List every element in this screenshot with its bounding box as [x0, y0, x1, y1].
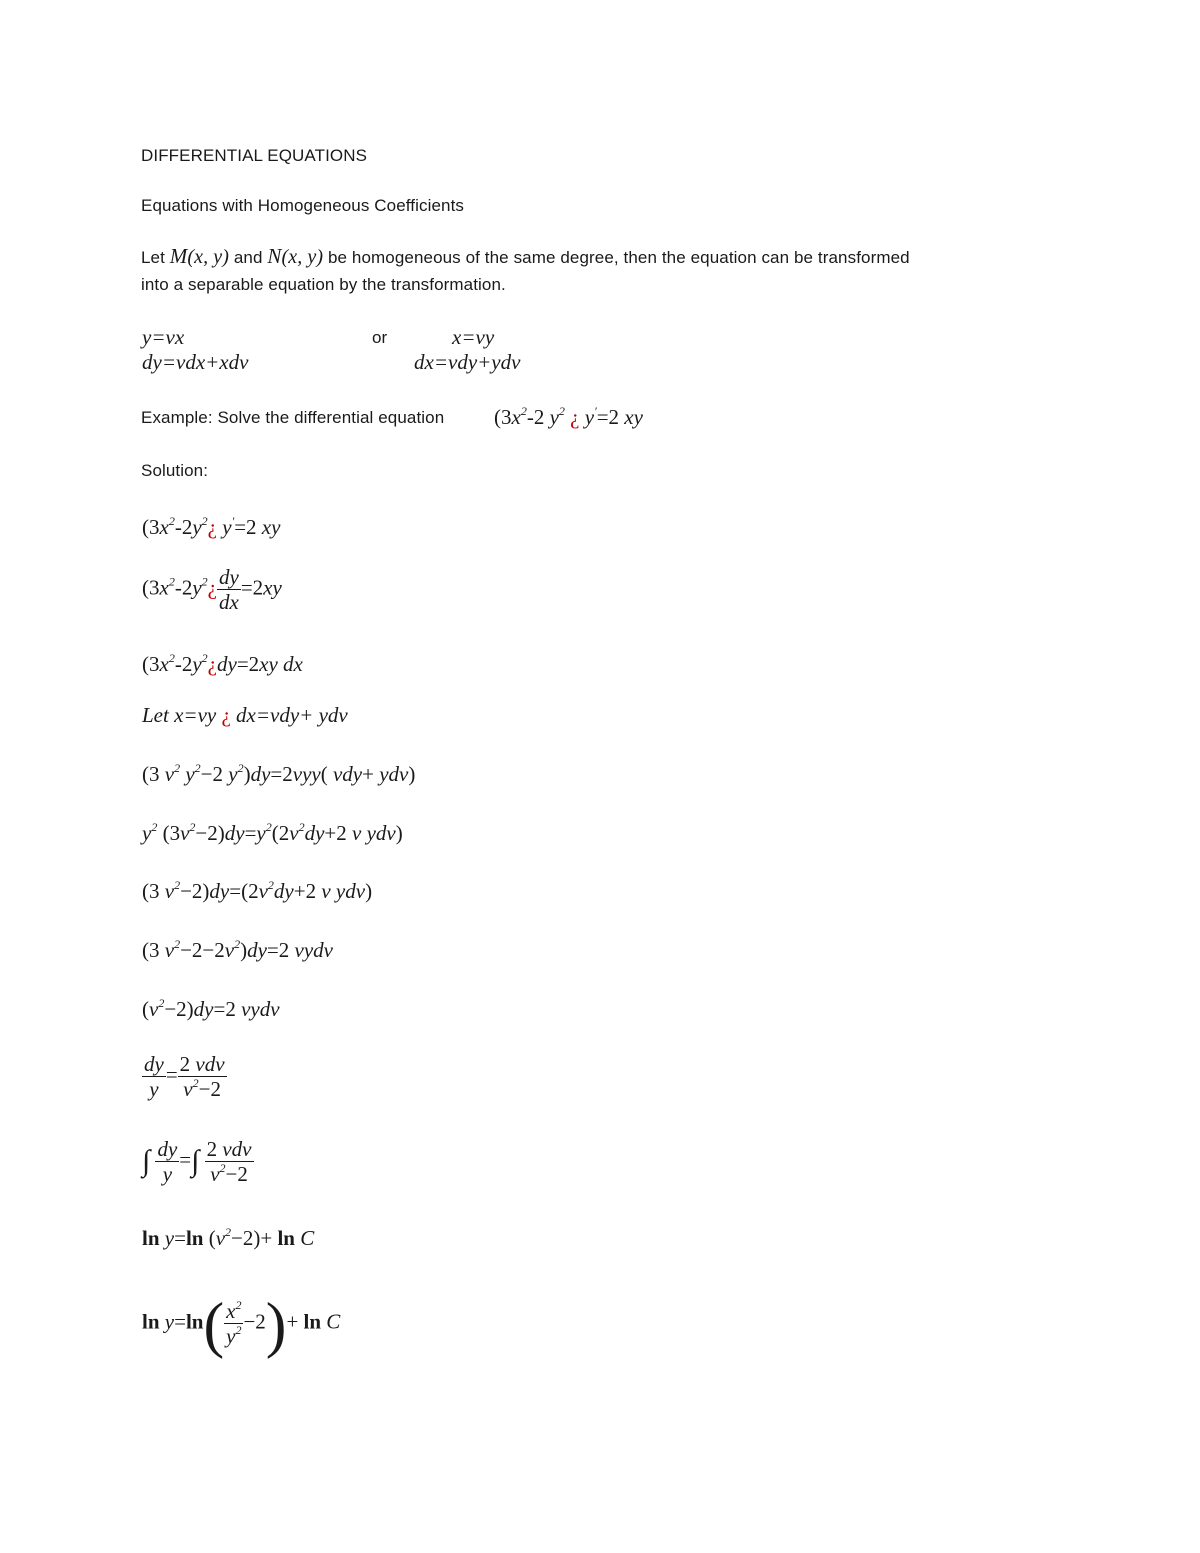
step-7: (3 $v^2-2)dy=(2v^2dy+2$ v ydv) — [142, 878, 373, 903]
step-8: (3 $v^2-2-2v^2)dy=2$ vydv — [142, 937, 333, 962]
section-subheading: Equations with Homogeneous Coefficients — [141, 196, 464, 215]
step-9: $(v^2-2)dy=2$ vydv — [142, 996, 280, 1021]
step-5: (3 $v^2$ $y^2-2$ $y^2)dy=2vyy$( vdy+ ydv) — [142, 761, 416, 786]
step-10: $\frac{dy}{y}$ = $\frac{\text{2 vdv}}{v^2-2}$ — [144, 1052, 225, 1102]
transform-or: or — [372, 328, 388, 347]
transform-left-1: y=vx — [142, 325, 185, 349]
step-2: ($3x^2-2y^2¿$ $\frac{dy}{dx}$ =2xy — [142, 565, 282, 615]
solution-label: Solution: — [141, 461, 209, 480]
intro-let: Let — [141, 248, 165, 267]
intro-N-args: (x, y) — [281, 246, 324, 268]
intro-N: N — [267, 244, 282, 268]
marker: ¿ — [570, 405, 580, 429]
example-equation: ($3x^2-2$ $y^2$ ¿ y′=2 xy — [494, 404, 643, 429]
step-13: ln y=ln( $\frac{x^2}{y^2}$ −2)+ ln C — [142, 1291, 341, 1360]
step-12: ln y=ln $(v^2-2)+ \ln C$ — [142, 1225, 315, 1250]
transform-left-2: dy=vdx+xdv — [142, 350, 249, 374]
intro-line-1 — [141, 244, 910, 269]
document-heading: DIFFERENTIAL EQUATIONS — [141, 146, 368, 165]
intro-M: M — [169, 244, 188, 268]
step-6: $y^2$ $(3v^2-2)dy=y^2(2v^2dy+2$ v ydv) — [142, 820, 403, 845]
intro-line-2: into a separable equation by the transformation. — [141, 275, 506, 294]
step-11: ∫ $\frac{dy}{y}$ =∫ $\frac{\text{2 vdv}}{v^2-2}$ — [142, 1137, 252, 1187]
step-1: ($3x^2-2y^2¿$ y′=2 xy — [142, 514, 281, 539]
example-label: Example: Solve the differential equation — [141, 408, 445, 427]
transform-right-1: x=vy — [452, 325, 495, 349]
transform-right-2: dx=vdy+ydv — [414, 350, 521, 374]
intro-M-args: (x, y) — [187, 246, 230, 268]
intro-rest: be homogeneous of the same degree, then the equation can be transformed — [328, 248, 910, 267]
step-3: ($3x^2-2y^2¿dy=2xy$ dx — [142, 651, 303, 676]
intro-and: and — [233, 248, 263, 267]
step-4: Let x=vy ¿ dx=vdy+ ydv — [142, 703, 348, 727]
